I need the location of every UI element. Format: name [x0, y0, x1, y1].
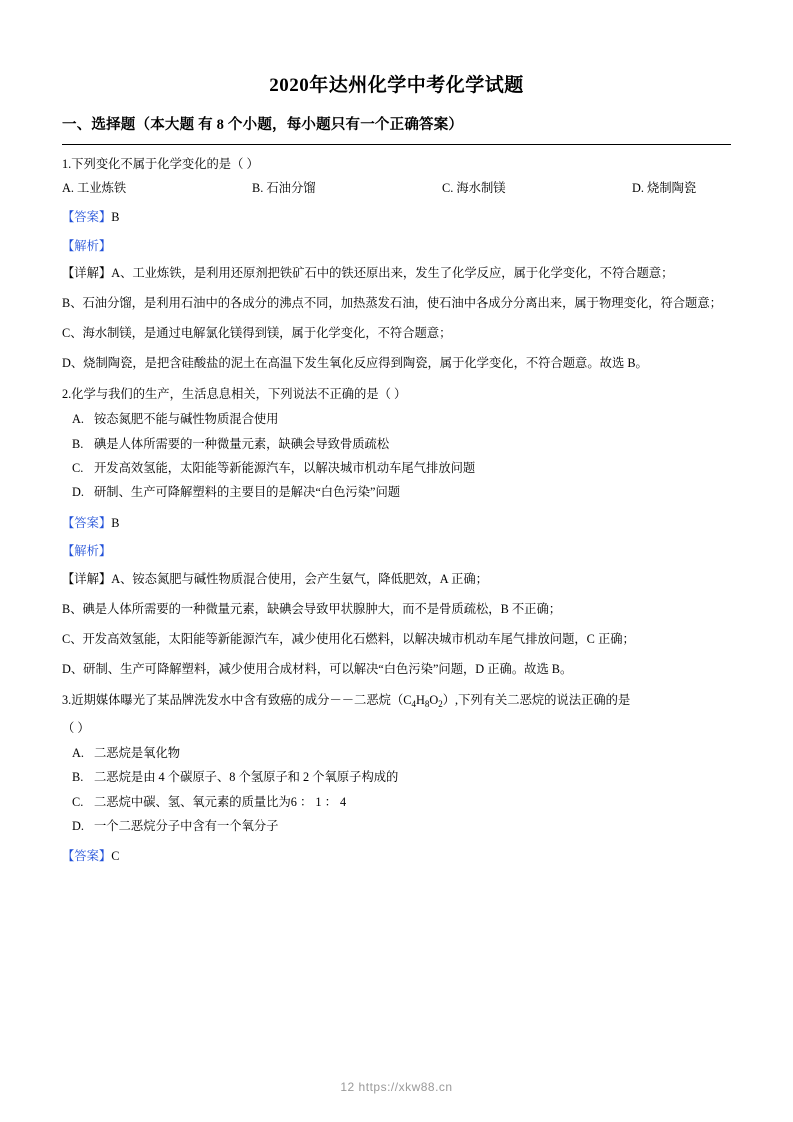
question-2-option-c: [72, 457, 731, 480]
question-1-detail-1: 【详解】A、工业炼铁，是利用还原剂把铁矿石中的铁还原出来，发生了化学反应，属于化学变化，不符合题意；: [62, 266, 674, 281]
formula-subscript-2: 2: [438, 698, 443, 709]
answer-tag: 【答案】: [62, 849, 112, 864]
question-1-detail-4: D、烧制陶瓷，是把含硅酸盐的泥土在高温下发生氧化反应得到陶瓷，属于化学变化，不符合题意。故选 B。: [62, 356, 648, 371]
question-3-stem-part2: H: [415, 692, 425, 707]
option-label: C.: [72, 460, 84, 475]
question-1-answer-line: [62, 208, 731, 228]
question-3-stem: [62, 691, 731, 710]
question-3-stem-part3: O: [429, 692, 439, 707]
option-label: A.: [72, 745, 84, 760]
question-3-answer-line: [62, 847, 731, 867]
option-text: 铵态氮肥不能与碱性物质混合使用: [94, 412, 279, 427]
option-text: 开发高效氢能，太阳能等新能源汽车，以解决城市机动车尾气排放问题: [94, 460, 476, 475]
option-label: D.: [72, 485, 84, 500]
question-1-detail-3: C、海水制镁，是通过电解氯化镁得到镁，属于化学变化，不符合题意；: [62, 326, 452, 341]
question-3-option-b: [72, 766, 731, 789]
question-1-analysis-line: [62, 237, 731, 257]
question-1-detail-2: B、石油分馏，是利用石油中的各成分的沸点不同，加热蒸发石油，使石油中各成分分离出来，属于物理变化，符合题意；: [62, 296, 722, 311]
question-1-options: [62, 178, 731, 199]
option-label: A.: [72, 412, 84, 427]
answer-value: B: [111, 515, 120, 530]
option-label: D.: [72, 819, 84, 834]
answer-value: C: [111, 849, 120, 864]
answer-value: B: [111, 209, 120, 224]
option-text: 二恶烷中碳、氢、氧元素的质量比为6 ： 1 ： 4: [94, 794, 347, 809]
question-2-detail-2: B、碘是人体所需要的一种微量元素，缺碘会导致甲状腺肿大，而不是骨质疏松，B 不正确；: [62, 601, 562, 616]
question-1-option-d: D. 烧制陶瓷: [632, 181, 697, 196]
page-title: 2020年达州化学中考化学试题: [269, 75, 524, 96]
option-label: C.: [72, 794, 84, 809]
analysis-tag: 【解析】: [62, 238, 112, 253]
option-text: 碘是人体所需要的一种微量元素，缺碘会导致骨质疏松: [94, 436, 390, 451]
question-2-detail-1: 【详解】A、铵态氮肥与碱性物质混合使用，会产生氨气，降低肥效，A 正确；: [62, 571, 488, 586]
formula-subscript-8: 8: [424, 698, 430, 709]
option-text: 一个二恶烷分子中含有一个氧分子: [94, 819, 279, 834]
question-2-answer-line: [62, 514, 731, 534]
question-2-stem: 2.化学与我们的生产，生活息息相关，下列说法不正确的是（ ）: [62, 387, 407, 402]
question-1-option-b: B. 石油分馏: [252, 181, 316, 196]
question-3-stem-line2: （ ）: [62, 720, 90, 735]
option-text: 二恶烷是由 4 个碳原子、8 个氢原子和 2 个氧原子构成的: [94, 770, 399, 785]
answer-tag: 【答案】: [62, 515, 112, 530]
answer-tag: 【答案】: [62, 209, 112, 224]
question-2-option-b: [72, 433, 731, 456]
question-2-detail-4: D、研制、生产可降解塑料，减少使用合成材料，可以解决“白色污染”问题，D 正确。故选 B。: [62, 661, 573, 676]
option-label: B.: [72, 770, 84, 785]
question-3-stem-part4: ）,下列有关二恶烷的说法正确的是: [442, 692, 631, 707]
option-label: B.: [72, 436, 84, 451]
analysis-tag: 【解析】: [62, 544, 112, 559]
question-3-option-a: [72, 742, 731, 765]
divider: [62, 144, 731, 145]
question-3-option-c: [72, 791, 731, 814]
option-text: 研制、生产可降解塑料的主要目的是解决“白色污染”问题: [94, 485, 401, 500]
question-2-option-d: [72, 481, 731, 504]
formula-subscript-4: 4: [411, 698, 416, 709]
question-3-stem-part1: 3.近期媒体曝光了某品牌洗发水中含有致癌的成分－－二恶烷（C: [62, 692, 412, 707]
page-footer: 12 https://xkw88.cn: [340, 1080, 453, 1094]
question-1-stem: 1.下列变化不属于化学变化的是（ ）: [62, 157, 259, 171]
option-text: 二恶烷是氧化物: [94, 745, 181, 760]
question-2-option-a: [72, 408, 731, 431]
question-1-option-c: C. 海水制镁: [442, 181, 506, 196]
section-heading: 一、选择题（本大题 有 8 个小题，每小题只有一个正确答案）: [62, 117, 464, 133]
question-2-detail-3: C、开发高效氢能，太阳能等新能源汽车，减少使用化石燃料，以解决城市机动车尾气排放问题，C 正确；: [62, 631, 635, 646]
question-1-option-a: A. 工业炼铁: [62, 181, 127, 196]
question-3-option-d: [72, 815, 731, 838]
question-2-analysis-line: [62, 542, 731, 562]
